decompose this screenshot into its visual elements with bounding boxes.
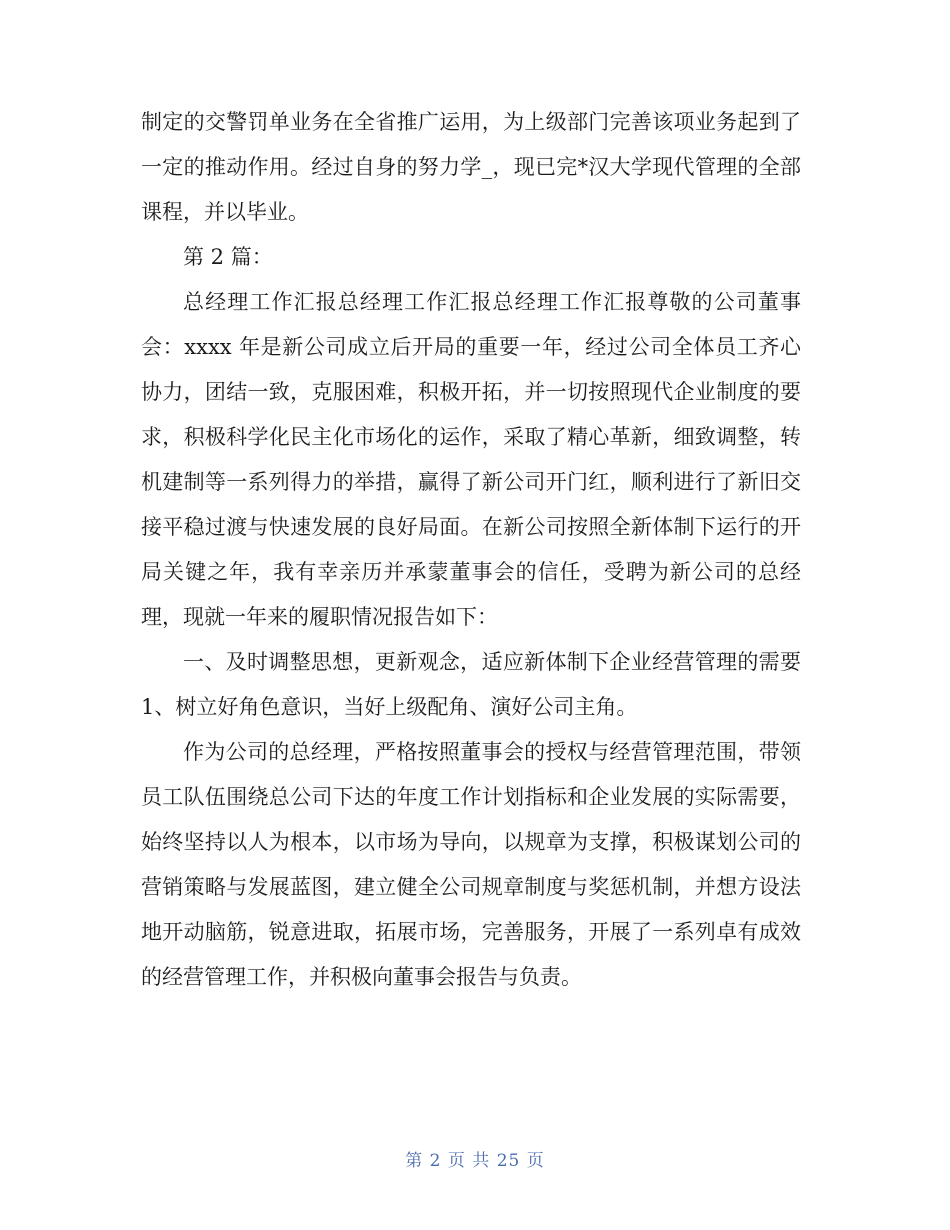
paragraph-1: 制定的交警罚单业务在全省推广运用，为上级部门完善该项业务起到了一定的推动作用。经过自身的努力学_，现已完*汉大学现代管理的全部课程，并以毕业。 xyxy=(141,110,801,224)
paragraph-2: 总经理工作汇报总经理工作汇报总经理工作汇报尊敬的公司董事会：xxxx 年是新公司成立后开局的重要一年，经过公司全体员工齐心协力，团结一致，克服困难，积极开拓，并一切按照现代企业制度的要求，积极科学化民主化市场化的运作，采取了精心革新，细致调整，转机建制等一系列得力的举措，赢得了新公司开门红，顺利进行了新旧交接平稳过渡与快速发展的良好局面。在新公司按照全新体制下运行的开局关键之年，我有幸亲历并承蒙董事会的信任，受聘为新公司的总经理，现就一年来的履职情况报告如下： xyxy=(141,290,801,629)
paragraph-4: 作为公司的总经理，严格按照董事会的授权与经营管理范围，带领员工队伍围绕总公司下达的年度工作计划指标和企业发展的实际需要，始终坚持以人为根本，以市场为导向，以规章为支撑，积极谋划公司的营销策略与发展蓝图，建立健全公司规章制度与奖惩机制，并想方设法地开动脑筋，锐意进取，拓展市场，完善服务，开展了一系列卓有成效的经营管理工作，并积极向董事会报告与负责。 xyxy=(141,740,801,989)
page-number-footer: 第 2 页 共 25 页 xyxy=(405,1151,545,1171)
section-heading: 第 2 篇： xyxy=(183,245,273,269)
paragraph-3: 一、及时调整思想，更新观念，适应新体制下企业经营管理的需要 1、树立好角色意识，当好上级配角、演好公司主角。 xyxy=(141,650,801,719)
document-body xyxy=(141,100,801,1000)
